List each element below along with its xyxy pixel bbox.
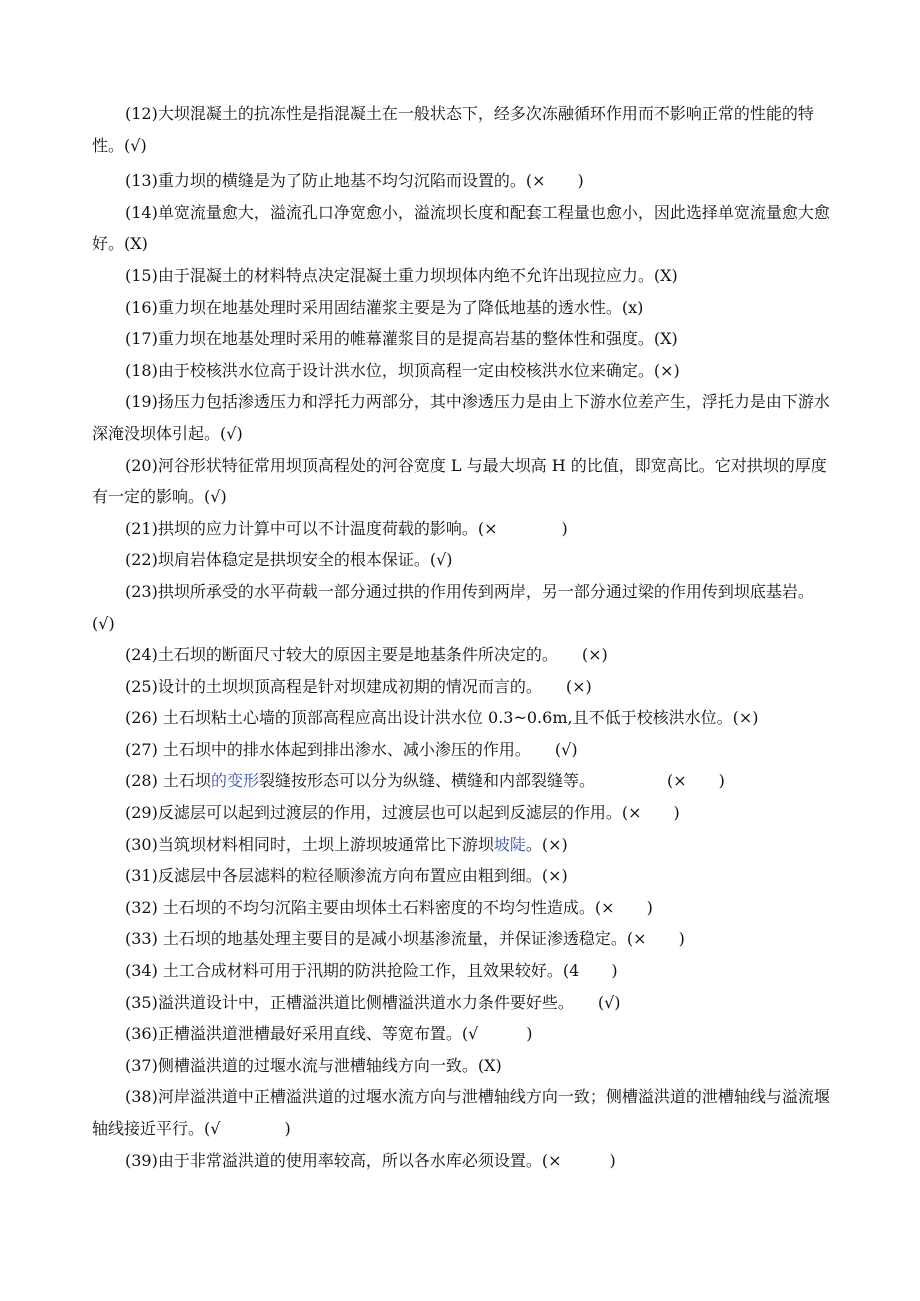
question-13: (13)重力坝的横缝是为了防止地基不均匀沉陷而设置的。(× ) xyxy=(125,171,584,191)
question-36: (36)正槽溢洪道泄槽最好采用直线、等宽布置。(√ ) xyxy=(125,1024,533,1044)
question-30-text-before: (30)当筑坝材料相同时，土坝上游坝坡通常比下游坝 xyxy=(125,834,494,854)
question-32: (32) 土石坝的不均匀沉陷主要由坝体土石料密度的不均匀性造成。(× ) xyxy=(125,897,653,917)
question-28 xyxy=(92,765,830,797)
question-24: (24)土石坝的断面尺寸较大的原因主要是地基条件所决定的。 (×) xyxy=(125,645,608,665)
question-30 xyxy=(92,829,830,861)
question-21: (21)拱坝的应力计算中可以不计温度荷载的影响。(× ) xyxy=(125,518,568,538)
question-14: (14)单宽流量愈大，溢流孔口净宽愈小，溢流坝长度和配套工程量也愈小，因此选择单宽流量愈大愈好。(X) xyxy=(92,202,830,254)
question-12: (12)大坝混凝土的抗冻性是指混凝土在一般状态下，经多次冻融循环作用而不影响正常的性能的特性。(√) xyxy=(92,104,814,155)
question-16: (16)重力坝在地基处理时采用固结灌浆主要是为了降低地基的透水性。(x) xyxy=(125,297,644,317)
question-28-text-after: 裂缝按形态可以分为纵缝、横缝和内部裂缝等。 (× ) xyxy=(258,771,725,791)
question-26: (26) 土石坝粘土心墙的顶部高程应高出设计洪水位 0.3~0.6m,且不低于校核洪水位。(×) xyxy=(125,708,759,728)
question-37: (37)侧槽溢洪道的过堰水流与泄槽轴线方向一致。(X) xyxy=(125,1055,502,1075)
question-29: (29)反滤层可以起到过渡层的作用，过渡层也可以起到反滤层的作用。(× ) xyxy=(125,803,680,823)
question-28-link-text[interactable]: 的变形 xyxy=(210,771,259,791)
question-31: (31)反滤层中各层滤料的粒径顺渗流方向布置应由粗到细。(×) xyxy=(125,866,568,886)
question-15: (15)由于混凝土的材料特点决定混凝土重力坝坝体内绝不允许出现拉应力。(X) xyxy=(125,265,678,285)
true-false-question-list xyxy=(92,98,830,1176)
question-30-link-text[interactable]: 坡陡 xyxy=(493,834,526,854)
question-33: (33) 土石坝的地基处理主要目的是减小坝基渗流量，并保证渗透稳定。(× ) xyxy=(125,929,685,949)
question-25: (25)设计的土坝坝顶高程是针对坝建成初期的情况而言的。 (×) xyxy=(125,676,592,696)
question-34: (34) 土工合成材料可用于汛期的防洪抢险工作，且效果较好。(4 ) xyxy=(125,961,618,981)
question-19: (19)扬压力包括渗透压力和浮托力两部分，其中渗透压力是由上下游水位差产生，浮托力是由下游水深淹没坝体引起。(√) xyxy=(92,392,830,443)
question-39: (39)由于非常溢洪道的使用率较高，所以各水库必须设置。(× ) xyxy=(125,1150,616,1170)
question-22: (22)坝肩岩体稳定是拱坝安全的根本保证。(√) xyxy=(125,550,453,570)
question-28-text-before: (28) 土石坝 xyxy=(125,771,211,791)
question-23: (23)拱坝所承受的水平荷载一部分通过拱的作用传到两岸，另一部分通过梁的作用传到坝底基岩。(√) xyxy=(92,581,814,633)
question-27: (27) 土石坝中的排水体起到排出渗水、减小渗压的作用。 (√) xyxy=(125,739,578,759)
question-20: (20)河谷形状特征常用坝顶高程处的河谷宽度 L 与最大坝高 H 的比值，即宽高比。它对拱坝的厚度有一定的影响。(√) xyxy=(92,455,827,507)
question-18: (18)由于校核洪水位高于设计洪水位，坝顶高程一定由校核洪水位来确定。(×) xyxy=(125,360,680,380)
question-17: (17)重力坝在地基处理时采用的帷幕灌浆目的是提高岩基的整体性和强度。(X) xyxy=(125,329,678,349)
question-30-text-after: 。(×) xyxy=(525,834,568,854)
question-35: (35)溢洪道设计中，正槽溢洪道比侧槽溢洪道水力条件要好些。 (√) xyxy=(125,992,621,1012)
question-38: (38)河岸溢洪道中正槽溢洪道的过堰水流方向与泄槽轴线方向一致；侧槽溢洪道的泄槽轴线与溢流堰轴线接近平行。(√ ) xyxy=(92,1087,830,1138)
